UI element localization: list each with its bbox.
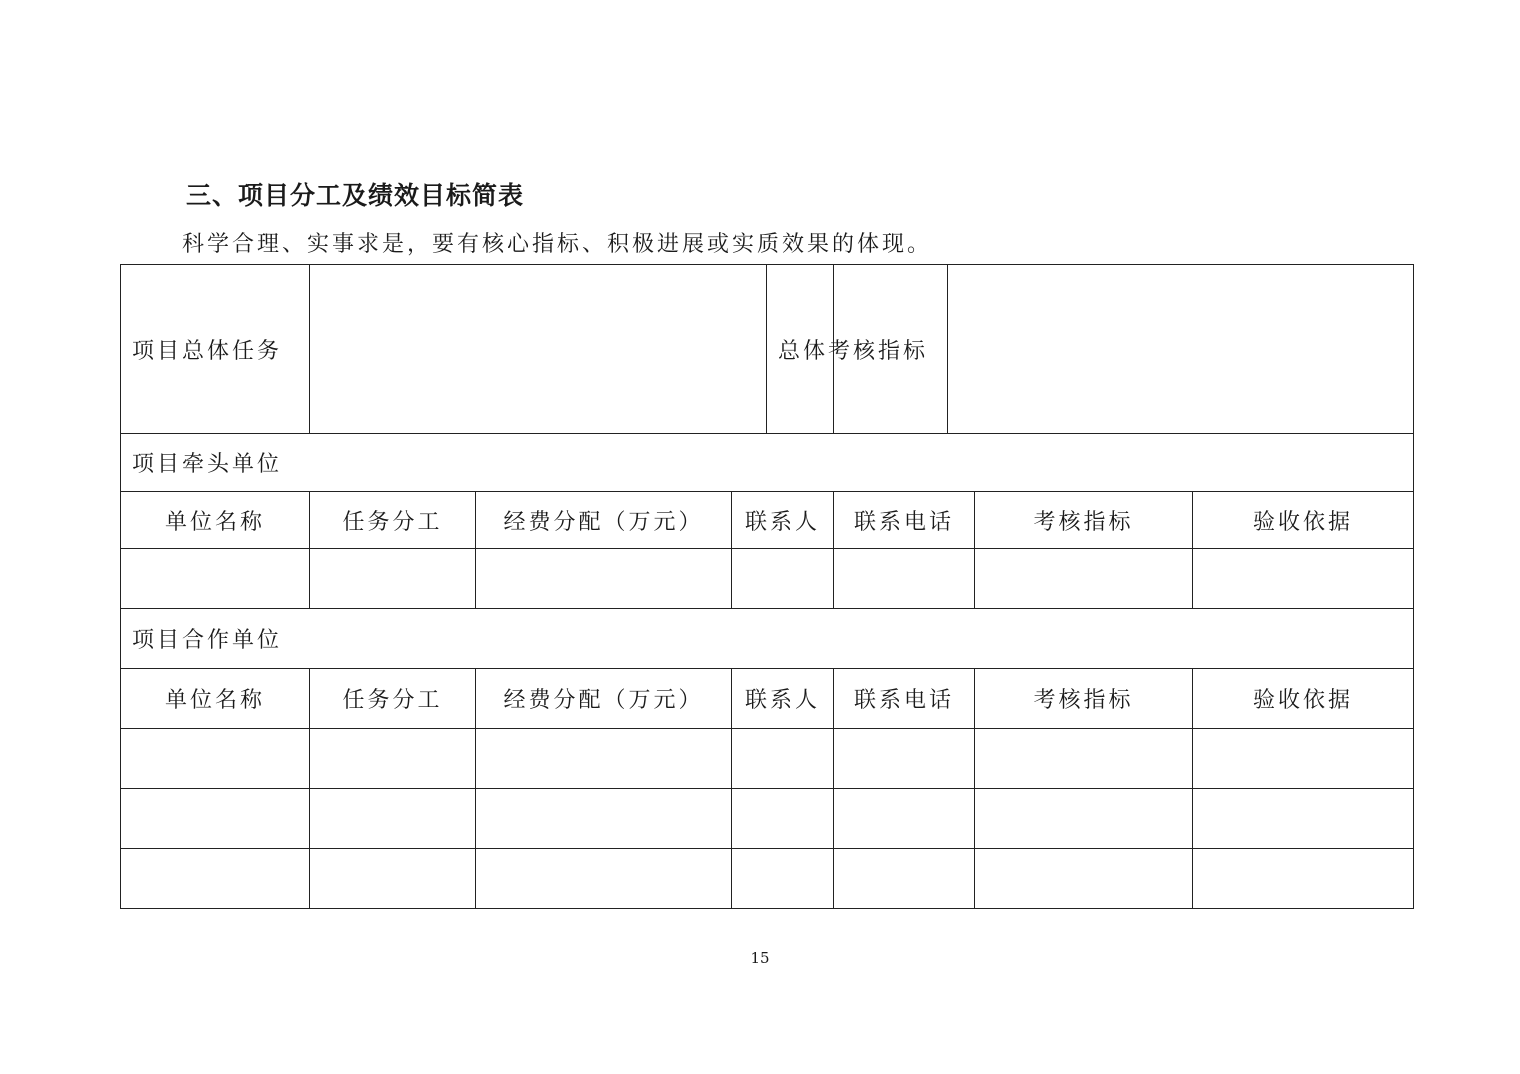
table-cell[interactable]	[1193, 729, 1414, 789]
table-cell[interactable]	[975, 729, 1193, 789]
table-cell[interactable]	[732, 549, 834, 609]
table-cell[interactable]	[1193, 789, 1414, 849]
overall-task-value-cell[interactable]	[310, 265, 929, 434]
table-cell[interactable]	[1193, 849, 1414, 909]
table-cell[interactable]	[834, 729, 975, 789]
overall-row	[121, 265, 1414, 434]
table-cell[interactable]	[975, 549, 1193, 609]
col-funding: 经费分配（万元）	[476, 669, 732, 729]
table-cell[interactable]	[834, 789, 975, 849]
col-phone: 联系电话	[834, 492, 975, 549]
col-phone: 联系电话	[834, 669, 975, 729]
table-cell[interactable]	[476, 789, 732, 849]
coop-unit-row	[121, 609, 1414, 669]
col-unit-name: 单位名称	[121, 669, 310, 729]
lead-unit-row	[121, 434, 1414, 492]
intro-text: 科学合理、实事求是，要有核心指标、积极进展或实质效果的体现。	[182, 232, 933, 257]
col-task-division: 任务分工	[310, 492, 476, 549]
table-cell[interactable]	[732, 729, 834, 789]
coop-data-row	[121, 729, 1414, 789]
table-cell[interactable]	[310, 549, 476, 609]
performance-target-table	[120, 264, 1414, 909]
table-cell[interactable]	[121, 789, 310, 849]
table-cell[interactable]	[975, 789, 1193, 849]
table-cell[interactable]	[732, 789, 834, 849]
coop-header-row	[121, 669, 1414, 729]
lead-data-row	[121, 549, 1414, 609]
col-funding: 经费分配（万元）	[476, 492, 732, 549]
lead-header-row	[121, 492, 1414, 549]
col-task-division: 任务分工	[310, 669, 476, 729]
table-cell[interactable]	[476, 729, 732, 789]
col-acceptance-basis: 验收依据	[1193, 669, 1414, 729]
page-number: 15	[750, 949, 770, 967]
col-indicator: 考核指标	[975, 492, 1193, 549]
table-cell[interactable]	[310, 789, 476, 849]
coop-data-row	[121, 789, 1414, 849]
table-cell[interactable]	[834, 549, 975, 609]
col-contact: 联系人	[732, 669, 834, 729]
table-cell[interactable]	[121, 549, 310, 609]
section-heading: 三、项目分工及绩效目标简表	[186, 181, 525, 210]
table-cell[interactable]	[1193, 549, 1414, 609]
lead-unit-label: 项目牵头单位	[121, 434, 1414, 492]
overall-task-label: 项目总体任务	[121, 265, 310, 434]
coop-data-row	[121, 849, 1414, 909]
table-cell[interactable]	[834, 849, 975, 909]
table-cell[interactable]	[476, 549, 732, 609]
col-unit-name: 单位名称	[121, 492, 310, 549]
overall-indicator-label: 总体考核指标	[766, 265, 948, 433]
table-cell[interactable]	[975, 849, 1193, 909]
table-cell[interactable]	[121, 729, 310, 789]
table-cell[interactable]	[310, 729, 476, 789]
coop-unit-label: 项目合作单位	[121, 609, 1414, 669]
table-cell[interactable]	[476, 849, 732, 909]
col-indicator: 考核指标	[975, 669, 1193, 729]
table-cell[interactable]	[732, 849, 834, 909]
col-acceptance-basis: 验收依据	[1193, 492, 1414, 549]
table-cell[interactable]	[310, 849, 476, 909]
table-cell[interactable]	[121, 849, 310, 909]
col-contact: 联系人	[732, 492, 834, 549]
